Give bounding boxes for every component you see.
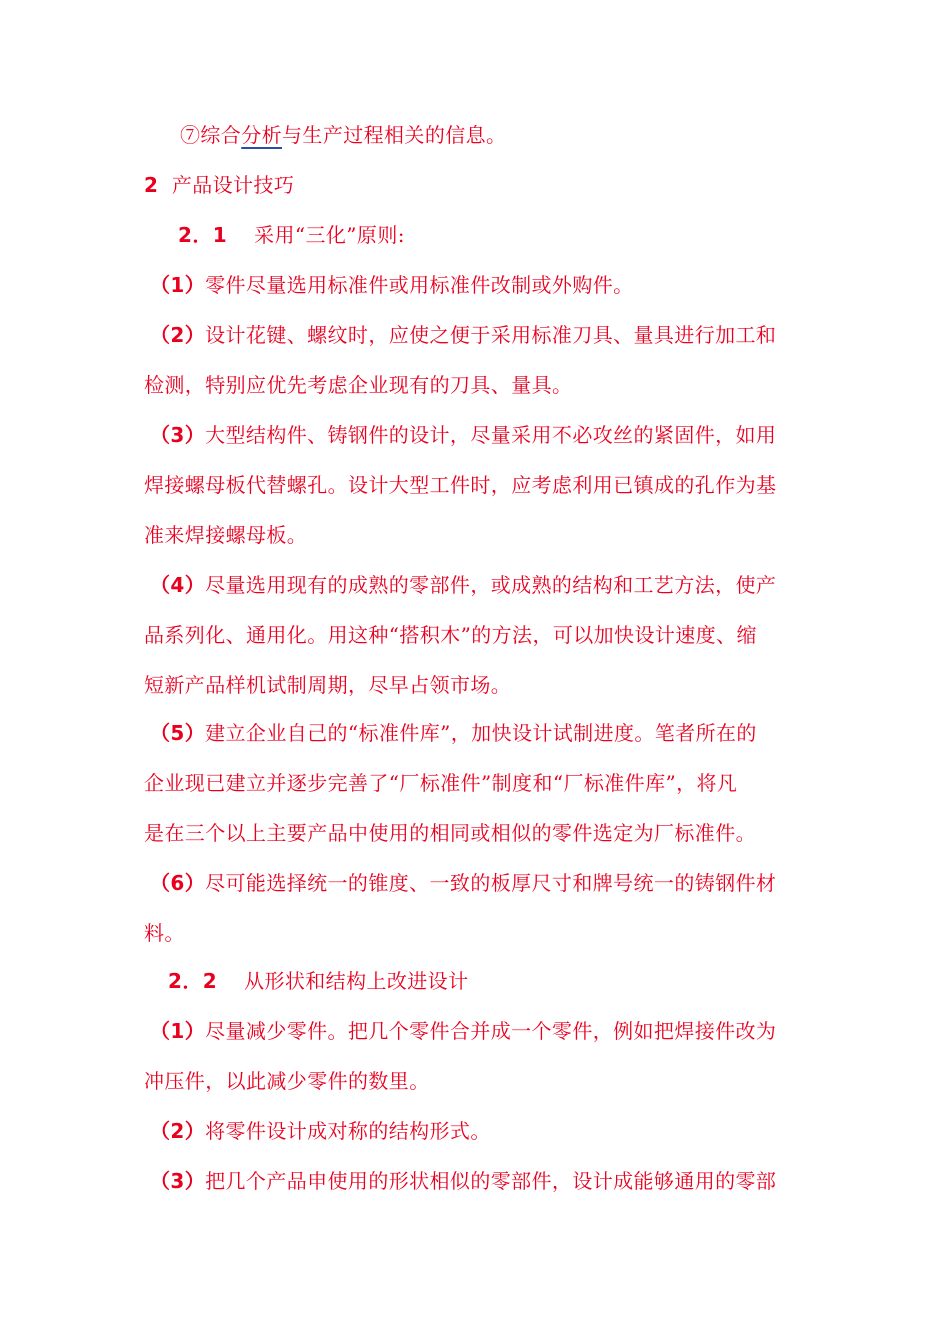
s21-item-4-number: （4） <box>150 573 206 597</box>
s21-item-5-number: （5） <box>150 721 206 745</box>
s22-item-2-line-1: （2）将零件设计成对称的结构形式。 <box>150 1119 491 1143</box>
section-2-number: 2 <box>144 173 159 197</box>
item-7-line <box>180 122 850 148</box>
section-2-1-title: 采用“三化”原则: <box>254 223 405 247</box>
s21-item-2-number: （2） <box>150 323 206 347</box>
section-2-title: 产品设计技巧 <box>171 173 295 197</box>
s21-item-5-line-3: 是在三个以上主要产品中使用的相同或相似的零件选定为厂标准件。 <box>144 821 756 845</box>
s22-item-1-line-1: （1）尽量减少零件。把几个零件合并成一个零件，例如把焊接件改为 <box>150 1019 777 1043</box>
section-2-1-heading <box>178 222 848 248</box>
s21-item-4-line-2: 品系列化、通用化。用这种“搭积木”的方法，可以加快设计速度、缩 <box>144 623 757 647</box>
item-7-underlined-word: 分析 <box>241 123 283 147</box>
s22-item-3-line-1: （3）把几个产品申使用的形状相似的零部件，设计成能够通用的零部 <box>150 1169 777 1193</box>
s22-item-1-number: （1） <box>150 1019 206 1043</box>
section-2-2-title: 从形状和结构上改进设计 <box>244 969 469 993</box>
s21-item-6-line-1: （6）尽可能选择统一的锥度、一致的板厚尺寸和牌号统一的铸钢件材 <box>150 871 777 895</box>
s22-item-2-number: （2） <box>150 1119 206 1143</box>
section-2-2-heading <box>168 968 838 994</box>
item-7-suffix: 与生产过程相关的信息。 <box>282 123 507 147</box>
s21-item-3-line-3: 准来焊接螺母板。 <box>144 523 308 547</box>
s21-item-4-line-3: 短新产品样机试制周期，尽早占领市场。 <box>144 673 512 697</box>
s21-item-6-line-2: 料。 <box>144 921 185 945</box>
s21-item-2-line-2: 检测，特别应优先考虑企业现有的刀具、量具。 <box>144 373 573 397</box>
section-2-2-number: 2．2 <box>168 969 218 993</box>
section-2-heading <box>144 172 814 198</box>
item-7-prefix: ⑦综合 <box>180 123 242 147</box>
s21-item-1-number: （1） <box>150 273 206 297</box>
s22-item-3-number: （3） <box>150 1169 206 1193</box>
s21-item-3-number: （3） <box>150 423 206 447</box>
s21-item-5-line-1: （5）建立企业自己的“标准件库”，加快设计试制进度。笔者所在的 <box>150 721 757 745</box>
s21-item-4-line-1: （4）尽量选用现有的成熟的零部件，或成熟的结构和工艺方法，使产 <box>150 573 777 597</box>
s22-item-1-line-2: 冲压件，以此减少零件的数里。 <box>144 1069 430 1093</box>
section-2-1-number: 2．1 <box>178 223 228 247</box>
s21-item-2-line-1: （2）设计花键、螺纹时，应使之便于采用标准刀具、量具进行加工和 <box>150 323 777 347</box>
s21-item-3-line-2: 焊接螺母板代替螺孔。设计大型工件时，应考虑利用已镇成的孔作为基 <box>144 473 777 497</box>
s21-item-1-line-1: （1）零件尽量选用标准件或用标准件改制或外购件。 <box>150 273 634 297</box>
s21-item-6-number: （6） <box>150 871 206 895</box>
s21-item-5-line-2: 企业现已建立并逐步完善了“厂标准件”制度和“厂标准件库”，将凡 <box>144 771 738 795</box>
s21-item-3-line-1: （3）大型结构件、铸钢件的设计，尽量采用不必攻丝的紧固件，如用 <box>150 423 777 447</box>
